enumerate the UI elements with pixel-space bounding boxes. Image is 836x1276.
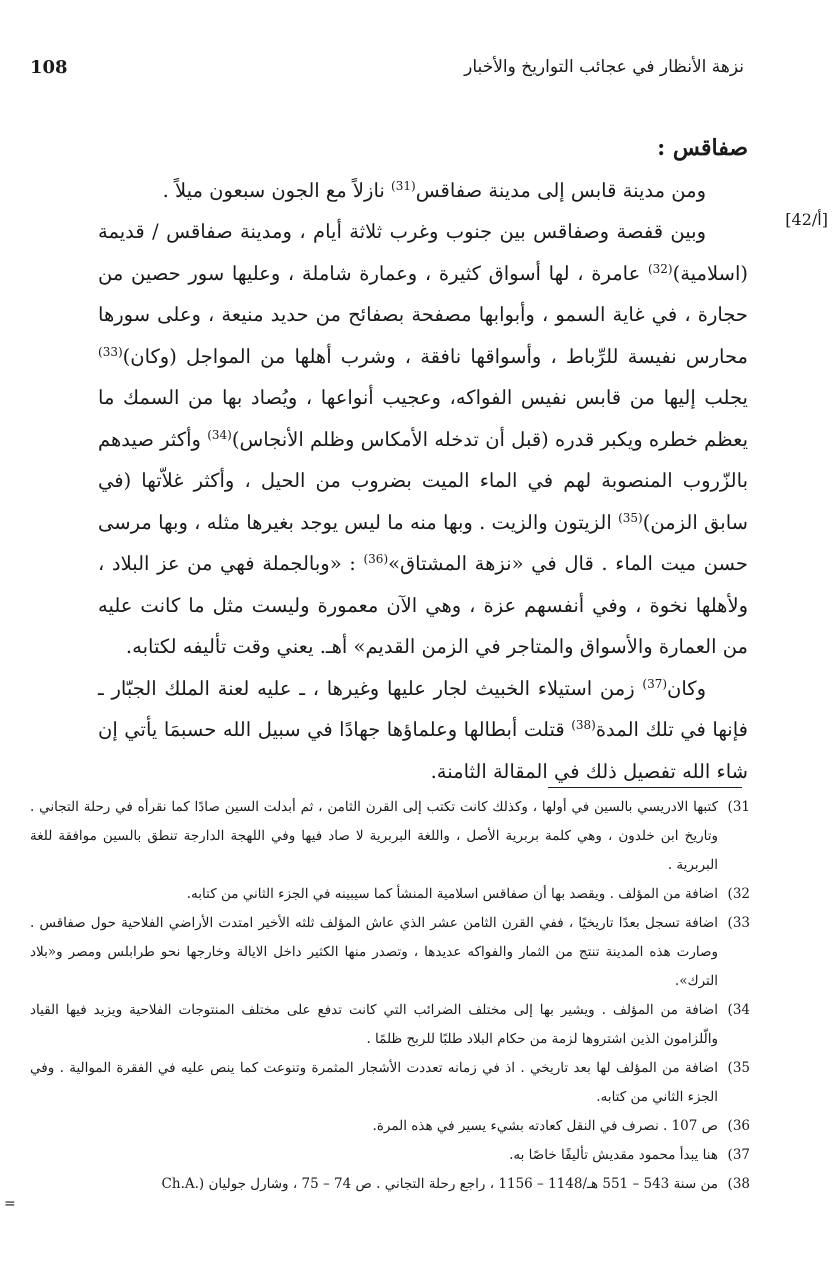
footnote-item — [30, 1112, 750, 1141]
paragraph-2: وبين قفصة وصفاقس بين جنوب وغرب ثلاثة أيام ، ومدينة صفاقس / قديمة (اسلامية)$^{(32)}$ عامرة ، لها أسواق كثيرة ، وعمارة شاملة ، وعليها سور حصين من حجارة ، في غاية السمو ، وأبوابها مصفحة بصفائح من حديد منيعة ، وعلى سورها محارس نفيسة للرِّباط ، وأسواقها نافقة ، وشرب أهلها من المواجل (وكان)$^{(33)}$ يجلب إليها من قابس نفيس الفواكه، وعجيب أنواعها ، ويُصاد بها من السمك ما يعظم خطره ويكبر قدره (قبل أن تدخله الأمكاس وظلم الأنجاس)$^{(34)}$ وأكثر صيدهم بالزّروب المنصوبة لهم في الماء الميت بضروب من الحيل ، وأكثر غلاّتها (في سابق الزمن)$^{(35)}$ الزيتون والزيت . وبها منه ما ليس يوجد بغيرها مثله ، وبها مرسى حسن ميت الماء . قال في «نزهة المشتاق»$^{(36)}$ : «وبالجملة فهي من عز البلاد ، ولأهلها نخوة ، وفي أنفسهم عزة ، وهي الآن معمورة وليست مثل ما كانت عليه من العمارة والأسواق والمتاجر في الزمن القديم» أهـ. يعني وقت تأليفه لكتابه. — [98, 220, 748, 658]
footnote-item — [30, 1141, 750, 1170]
footnote-text: من سنة 543 – 551 هـ/1148 – 1156 ، راجع رحلة التجاني . ص 74 – 75 ، وشارل جوليان (.Ch.A — [161, 1176, 718, 1192]
footnote-ref: (35) — [618, 510, 643, 525]
footnote-number: 35) — [727, 1060, 750, 1076]
folio-margin-note: [42/أ] — [785, 210, 828, 229]
footnote-item — [30, 1054, 750, 1112]
footnote-number: 38) — [727, 1176, 750, 1192]
footnotes — [30, 793, 750, 1199]
footnote-ref: (37) — [642, 676, 668, 691]
running-title: نزهة الأنظار في عجائب التواريخ والأخبار — [464, 57, 744, 77]
footnote-number: 32) — [727, 886, 750, 902]
footnote-ref: (36) — [363, 552, 389, 566]
footnote-item — [30, 996, 750, 1054]
footnote-item — [30, 880, 750, 909]
page-number: 108 — [30, 56, 68, 78]
footnote-number: 31) — [727, 799, 750, 815]
footnote-ref: (33) — [98, 344, 123, 359]
footnote-text: اضافة من المؤلف . ويقصد بها أن صفاقس اسلامية المنشأ كما سيبينه في الجزء الثاني من كتابه. — [186, 886, 718, 902]
paragraph-3: وكان$^{(37)}$ زمن استيلاء الخبيث لجار عليها وغيرها ، ـ عليه لعنة الملك الجبّار ـ فإنها في تلك المدة$^{(38)}$ قتلت أبطالها وعلماؤها جهادًا في سبيل الله حسبمَا يأتي إن شاء الله تفصيل ذلك في المقالة الثامنة. — [98, 676, 749, 783]
continuation-mark: = — [4, 1196, 16, 1212]
footnote-number: 37) — [727, 1147, 750, 1163]
footnote-item — [30, 793, 750, 880]
footnote-divider — [548, 787, 742, 788]
main-text — [98, 128, 748, 792]
footnote-ref: (32) — [647, 261, 673, 276]
footnote-text: اضافة من المؤلف لها بعد تاريخي . اذ في زمانه تعددت الأشجار المثمرة وتنوعت كما ينص عليه في الفقرة الموالية . وفي الجزء الثاني من كتابه. — [30, 1060, 718, 1105]
footnote-item — [30, 909, 750, 996]
page-header — [30, 52, 744, 82]
section-heading: صفاقس : — [657, 135, 748, 161]
footnote-ref: (31) — [391, 178, 416, 193]
footnote-text: ص 107 . نصرف في النقل كعادته بشيء يسير في هذه المرة. — [372, 1118, 718, 1134]
footnote-text: اضافة من المؤلف . ويشير بها إلى مختلف الضرائب التي كانت تدفع على مختلف المنتوجات الفلاحية ويزيد فيها القياد والّلزامون الذين اشتروها لزمة من حكام البلاد طلبًا للربح ظلمًا . — [30, 1002, 718, 1047]
paragraph-1: ومن مدينة قابس إلى مدينة صفاقس$^{(31)}$ نازلاً مع الجون سبعون ميلاً . — [162, 178, 706, 202]
footnote-text: كتبها الادريسي بالسين في أولها ، وكذلك كانت تكتب إلى القرن الثامن ، ثم أبدلت السين صادًا كما نقرأه في رحلة التجاني . وتاريخ ابن خلدون ، وهي كلمة بربرية الأصل ، واللغة البربرية لا صاد فيها وفي اللهجة الدارجة تنطق بالسين موافقة للغة البربرية . — [30, 799, 718, 873]
footnote-text: اضافة تسجل بعدًا تاريخيًا ، ففي القرن الثامن عشر الذي عاش المؤلف ثلثه الأخير امتدت الأراضي الفلاحية حول صفاقس . وصارت هذه المدينة تنتج من الثمار والفواكه عديدها ، وتصدر منها الكثير داخل الايالة وخارجها نحو طرابلس ومصر و«بلاد الترك». — [30, 915, 718, 989]
footnote-number: 33) — [727, 915, 750, 931]
footnote-item — [30, 1170, 750, 1199]
footnote-text: هنا يبدأ محمود مقديش تأليفًا خاصًا به. — [509, 1147, 718, 1163]
footnote-ref: (34) — [207, 427, 232, 442]
footnote-ref: (38) — [571, 718, 596, 732]
footnote-number: 34) — [727, 1002, 750, 1018]
footnote-number: 36) — [727, 1118, 750, 1134]
